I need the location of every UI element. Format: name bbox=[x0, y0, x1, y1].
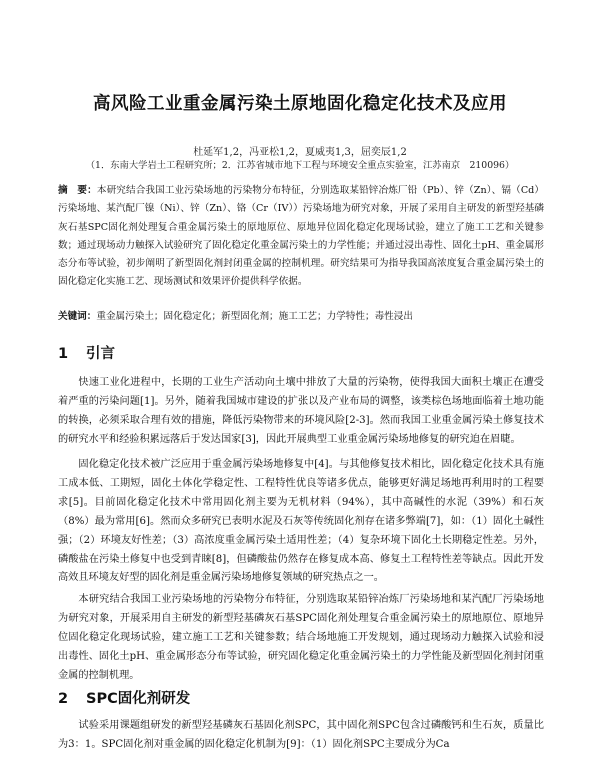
keywords-text: 重金属污染土；固化稳定化；新型固化剂；施工工艺；力学特性；毒性浸出 bbox=[96, 311, 413, 322]
section-1-heading bbox=[58, 342, 115, 363]
section-1-paragraph-1: 快速工业化进程中，长期的工业生产活动向土壤中排放了大量的污染物，使得我国大面积土壤正在遭受着严重的污染问题[1]。另外，随着我国城市建设的扩张以及产业布局的调整，该类棕色场地面临着土地功能的转换，必须采取合理有效的措施，降低污染物带来的环境风险[2-3]。然而我国工业重金属污染土修复技术的研究水平和经验积累远落后于发达国家[3]，因此开展典型工业重金属污染场地修复的研究迫在眉睫。 bbox=[58, 377, 544, 445]
section-2-paragraph-1: 试验采用课题组研发的新型羟基磷灰石基固化剂SPC，其中固化剂SPC包含过磷酸钙和生石灰，质量比为3：1。SPC固化剂对重金属的固化稳定化机制为[9]：（1）固化剂SPC主要成分为Ca bbox=[58, 720, 544, 750]
section-2-heading bbox=[58, 687, 190, 708]
section-1-paragraph-3: 本研究结合我国工业污染场地的污染物分布特征，分别选取某铅锌冶炼厂污染场地和某汽配厂污染场地为研究对象，开展采用自主研发的新型羟基磷灰石基SPC固化剂处理复合重金属污染土的原地原位、原地异位固化稳定化现场试验，建立施工工艺和关键参数；结合场地施工开发规划，通过现场动力触探入试验和浸出毒性、固化土pH、重金属形态分布等试验，研究固化稳定化重金属污染土的力学性能及新型固化剂封闭重金属的控制机理。 bbox=[58, 594, 544, 681]
section-2-number: 2 bbox=[58, 691, 69, 707]
section-2-title: SPC固化剂研发 bbox=[86, 691, 191, 707]
paper-affiliation: （1．东南大学岩土工程研究所；2．江苏省城市地下工程与环境安全重点实验室，江苏南京 210096） bbox=[85, 160, 515, 171]
abstract-text: 本研究结合我国工业污染场地的污染物分布特征，分别选取某铅锌冶炼厂铅（Pb）、锌（Zn）、镉（Cd）污染场地、某汽配厂镍（Ni）、锌（Zn）、铬（Cr（IV））污染场地为研究对象，开展了采用自主研发的新型羟基磷灰石基SPC固化剂处理复合重金属污染土的原地原位、原地异位固化稳定化现场试验，建立了施工工艺和关键参数；通过现场动力触探入试验研究了固化稳定化重金属污染土的力学性能；并通过浸出毒性、固化土pH、重金属形态分布等试验，初步阐明了新型固化剂封闭重金属的控制机理。研究结果可为指导我国高浓度复合重金属污染土的固化稳定化实施工艺、现场测试和效果评价提供科学依据。 bbox=[58, 185, 545, 288]
paper-title: 高风险工业重金属污染土原地固化稳定化技术及应用 bbox=[93, 94, 507, 114]
paper-authors: 杜延军1,2，冯亚松1,2，夏威夷1,3，屈奕辰1,2 bbox=[193, 147, 407, 158]
keywords bbox=[58, 309, 544, 325]
abstract bbox=[58, 182, 544, 292]
section-1-number: 1 bbox=[58, 346, 69, 362]
section-1-title: 引言 bbox=[86, 346, 115, 362]
keywords-label: 关键词： bbox=[58, 311, 97, 322]
section-1-paragraph-2: 固化稳定化技术被广泛应用于重金属污染场地修复中[4]。与其他修复技术相比，固化稳定化技术具有施工成本低、工期短，固化土体化学稳定性、工程特性优良等诸多优点，能够更好满足场地再利用时的工程要求[5]。目前固化稳定化技术中常用固化剂主要为无机材料（94%），其中高碱性的水泥（39%）和石灰（8%）最为常用[6]。然而众多研究已表明水泥及石灰等传统固化剂存在诸多弊端[7]，如：（1）固化土碱性强；（2）环境友好性差；（3）高浓度重金属污染土适用性差；（4）复杂环境下固化土长期稳定性差。另外，磷酸盐在污染土修复中也受到青睐[8]，但磷酸盐仍然存在修复成本高、修复土工程特性差等缺点。因此开发高效且环境友好型的固化剂是重金属污染场地修复领域的研究热点之一。 bbox=[58, 459, 544, 584]
abstract-label: 摘 要： bbox=[58, 185, 97, 196]
